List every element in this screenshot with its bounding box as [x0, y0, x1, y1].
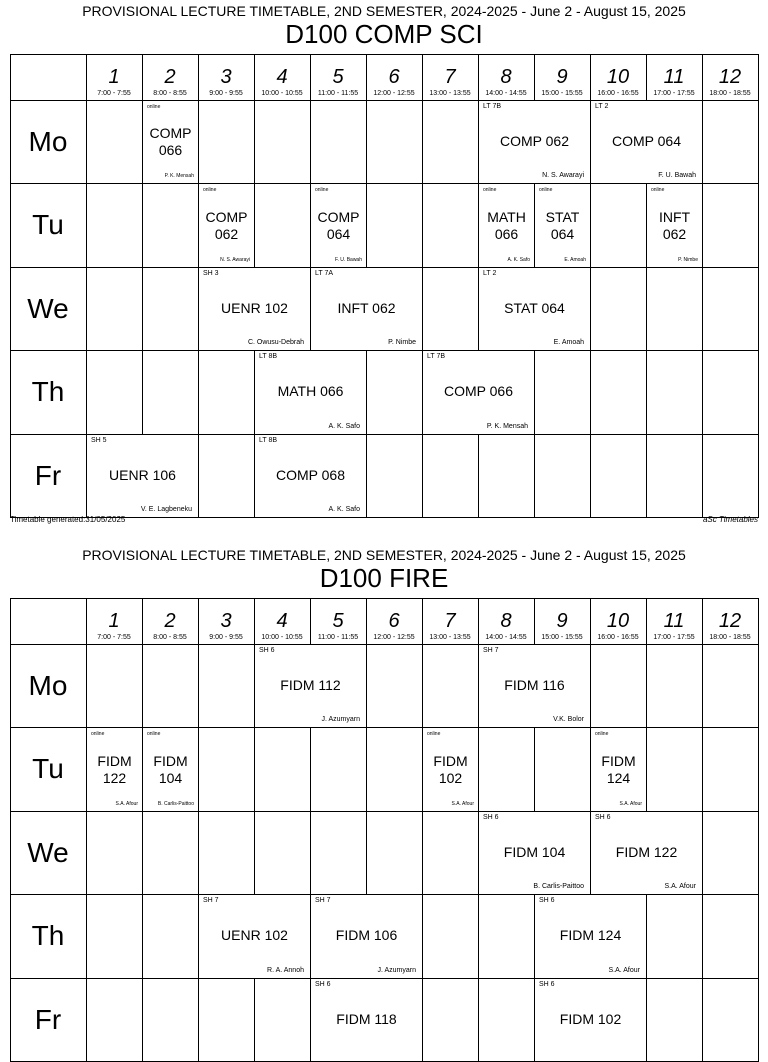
lesson-card[interactable] [591, 812, 702, 894]
lesson-teacher: P. K. Mensah [164, 173, 194, 180]
lesson-teacher: E. Amoah [564, 256, 586, 263]
day-label: Tu [32, 209, 64, 241]
period-time: 11:00 - 11:55 [317, 90, 359, 97]
lesson-room: LT 7B [427, 353, 446, 361]
timetable-grid [0, 54, 768, 517]
lesson-room: SH 7 [315, 897, 331, 905]
lesson-border [702, 184, 703, 266]
period-number: 1 [108, 66, 120, 88]
grid-line [198, 598, 199, 1061]
lesson-card[interactable] [143, 728, 198, 810]
period-number: 3 [220, 66, 232, 88]
lesson-teacher: P. K. Mensah [486, 422, 528, 430]
lesson-teacher: S.A. Afour [664, 883, 696, 891]
lesson-room: SH 6 [539, 980, 555, 988]
lesson-teacher: F. U. Bawah [335, 256, 362, 263]
period-number: 9 [556, 66, 568, 88]
lesson-teacher: A. K. Safo [507, 256, 530, 263]
period-number: 3 [220, 610, 232, 632]
lesson-teacher: B. Carlis-Paittoo [533, 883, 584, 891]
lesson-card[interactable] [591, 101, 702, 183]
period-number: 2 [164, 610, 176, 632]
period-time: 17:00 - 17:55 [653, 90, 695, 97]
lesson-teacher: A. K. Safo [328, 505, 360, 513]
lesson-teacher: F. U. Bawah [658, 172, 696, 180]
lesson-card[interactable] [87, 435, 198, 517]
lesson-subject: FIDM 102 [433, 752, 468, 786]
lesson-border [646, 979, 647, 1061]
lesson-card[interactable] [199, 184, 254, 266]
timetable-grid [0, 598, 768, 1061]
period-time: 13:00 - 13:55 [429, 634, 471, 641]
lesson-room: LT 7A [315, 269, 334, 277]
lesson-card[interactable] [87, 728, 142, 810]
period-number: 4 [276, 610, 288, 632]
period-time: 14:00 - 14:55 [485, 90, 527, 97]
lesson-teacher: P. Nimbe [678, 256, 698, 263]
lesson-card[interactable] [311, 979, 422, 1061]
lesson-teacher: C. Owusu-Debrah [247, 339, 304, 347]
grid-line [758, 54, 759, 517]
lesson-teacher: V.K. Bolor [553, 716, 584, 724]
lesson-room: online [427, 731, 441, 738]
lesson-teacher: B. Carlis-Paittoo [157, 800, 194, 807]
lesson-card[interactable] [479, 812, 590, 894]
day-label: Th [31, 920, 65, 952]
lesson-subject: INFT 062 [658, 208, 691, 242]
lesson-room: LT 8B [259, 353, 278, 361]
lesson-subject: MATH 066 [277, 383, 344, 400]
lesson-room: SH 7 [203, 897, 219, 905]
lesson-teacher: J. Azumyarn [321, 716, 360, 724]
period-time: 15:00 - 15:55 [541, 90, 583, 97]
period-time: 8:00 - 8:55 [153, 634, 187, 641]
lesson-room: SH 6 [259, 647, 275, 654]
period-number: 12 [718, 610, 742, 632]
period-number: 7 [444, 66, 456, 88]
lesson-room: LT 2 [483, 269, 497, 277]
lesson-subject: UENR 102 [221, 299, 288, 316]
period-time: 10:00 - 10:55 [261, 634, 303, 641]
lesson-subject: INFT 062 [337, 299, 396, 316]
lesson-teacher: S.A. Afour [115, 800, 138, 807]
lesson-teacher: P. Nimbe [388, 339, 416, 347]
lesson-card[interactable] [311, 184, 366, 266]
lesson-border [534, 351, 535, 433]
lesson-subject: FIDM 102 [559, 1010, 622, 1027]
lesson-room: LT 8B [259, 436, 278, 444]
day-label: We [27, 292, 69, 324]
lesson-border [478, 728, 479, 810]
lesson-subject: FIDM 106 [335, 927, 398, 944]
period-time: 12:00 - 12:55 [373, 90, 415, 97]
grid-line [758, 598, 759, 1061]
lesson-subject: FIDM 122 [97, 752, 132, 786]
lesson-room: SH 3 [203, 269, 219, 277]
period-number: 2 [164, 66, 176, 88]
lesson-card[interactable] [199, 268, 310, 350]
lesson-room: online [91, 731, 105, 738]
day-label: Fr [34, 1003, 62, 1035]
lesson-subject: COMP 062 [205, 208, 248, 242]
lesson-border [702, 101, 703, 183]
lesson-subject: FIDM 124 [601, 752, 636, 786]
lesson-subject: FIDM 116 [504, 677, 565, 694]
lesson-card[interactable] [423, 351, 534, 433]
lesson-subject: UENR 102 [221, 927, 288, 944]
period-number: 10 [606, 66, 630, 88]
lesson-teacher: J. Azumyarn [377, 966, 416, 974]
lesson-subject: COMP 066 [149, 125, 192, 159]
lesson-subject: FIDM 104 [153, 752, 188, 786]
lesson-card[interactable] [255, 351, 366, 433]
day-label: Fr [34, 459, 62, 491]
period-time: 7:00 - 7:55 [97, 634, 131, 641]
period-time: 17:00 - 17:55 [653, 634, 695, 641]
lesson-teacher: A. K. Safo [328, 422, 360, 430]
period-time: 9:00 - 9:55 [209, 634, 243, 641]
lesson-border [366, 435, 367, 517]
lesson-room: online [147, 104, 161, 110]
period-number: 8 [500, 66, 512, 88]
lesson-subject: STAT 064 [545, 208, 580, 242]
lesson-card[interactable] [535, 895, 646, 977]
lesson-room: LT 7B [483, 103, 502, 110]
lesson-card[interactable] [199, 895, 310, 977]
day-label: We [27, 836, 69, 868]
timetable-title: D100 COMP SCI [285, 19, 483, 49]
lesson-card[interactable] [311, 895, 422, 977]
lesson-teacher: V. E. Lagbeneku [140, 505, 192, 513]
lesson-subject: FIDM 104 [503, 843, 566, 860]
period-number: 7 [444, 610, 456, 632]
lesson-room: online [147, 731, 161, 738]
lesson-subject: COMP 064 [612, 133, 681, 150]
lesson-border [702, 812, 703, 894]
lesson-card[interactable] [591, 728, 646, 810]
lesson-border [366, 351, 367, 433]
period-time: 12:00 - 12:55 [373, 634, 415, 641]
lesson-teacher: N. S. Awarayi [220, 256, 250, 263]
lesson-card[interactable] [479, 101, 590, 183]
lesson-border [366, 184, 367, 266]
lesson-room: online [595, 731, 609, 738]
software-credit: aSc Timetables [702, 515, 758, 524]
period-time: 16:00 - 16:55 [597, 634, 639, 641]
lesson-card[interactable] [647, 184, 702, 266]
lesson-subject: FIDM 112 [280, 677, 341, 694]
lesson-room: SH 6 [483, 813, 499, 821]
lesson-card[interactable] [535, 184, 590, 266]
period-number: 11 [663, 610, 685, 632]
lesson-border [254, 184, 255, 266]
period-time: 14:00 - 14:55 [485, 634, 527, 641]
period-time: 10:00 - 10:55 [261, 90, 303, 97]
lesson-room: online [203, 187, 217, 194]
timetable-fire [0, 544, 768, 1035]
grid-line [142, 598, 143, 1061]
period-time: 9:00 - 9:55 [209, 90, 243, 97]
lesson-room: LT 2 [595, 103, 609, 110]
lesson-card[interactable] [255, 645, 366, 727]
lesson-teacher: S.A. Afour [451, 800, 474, 807]
lesson-subject: UENR 106 [109, 466, 176, 483]
lesson-room: SH 5 [91, 436, 107, 444]
period-number: 5 [332, 66, 344, 88]
period-number: 11 [663, 66, 685, 88]
lesson-border [590, 645, 591, 727]
lesson-subject: FIDM 118 [336, 1010, 397, 1027]
lesson-subject: COMP 064 [317, 208, 360, 242]
day-label: Tu [32, 753, 64, 785]
lesson-border [590, 184, 591, 266]
period-number: 1 [108, 610, 120, 632]
lesson-room: SH 7 [483, 647, 499, 654]
period-number: 12 [718, 66, 742, 88]
lesson-border [366, 645, 367, 727]
lesson-teacher: E. Amoah [553, 339, 584, 347]
period-time: 7:00 - 7:55 [97, 90, 131, 97]
lesson-border [646, 895, 647, 977]
lesson-border [422, 895, 423, 977]
grid-line [86, 598, 87, 1061]
lesson-card[interactable] [143, 101, 198, 183]
lesson-border [422, 979, 423, 1061]
timetable-generated-note: Timetable generated:31/05/2025 [10, 515, 126, 524]
period-number: 8 [500, 610, 512, 632]
lesson-room: online [651, 187, 665, 194]
lesson-card[interactable] [479, 645, 590, 727]
period-number: 6 [388, 610, 400, 632]
lesson-card[interactable] [255, 435, 366, 517]
period-number: 9 [556, 610, 568, 632]
lesson-card[interactable] [479, 184, 534, 266]
timetable-supertitle: PROVISIONAL LECTURE TIMETABLE, 2ND SEMESTER, 2024-2025 - June 2 - August 15, 2025 [82, 547, 686, 563]
lesson-teacher: R. A. Annoh [267, 966, 304, 974]
lesson-teacher: S.A. Afour [619, 800, 642, 807]
period-number: 4 [276, 66, 288, 88]
period-time: 18:00 - 18:55 [709, 90, 751, 97]
period-number: 10 [606, 610, 630, 632]
lesson-card[interactable] [535, 979, 646, 1061]
timetable-supertitle: PROVISIONAL LECTURE TIMETABLE, 2ND SEMESTER, 2024-2025 - June 2 - August 15, 2025 [82, 3, 686, 19]
lesson-border [590, 268, 591, 350]
period-time: 13:00 - 13:55 [429, 90, 471, 97]
lesson-card[interactable] [479, 268, 590, 350]
lesson-teacher: S.A. Afour [608, 966, 640, 974]
lesson-subject: MATH 066 [487, 208, 526, 242]
lesson-border [646, 728, 647, 810]
period-time: 11:00 - 11:55 [317, 634, 359, 641]
lesson-card[interactable] [311, 268, 422, 350]
lesson-teacher: N. S. Awarayi [542, 172, 584, 180]
day-label: Th [31, 376, 65, 408]
lesson-subject: COMP 066 [444, 383, 513, 400]
lesson-border [198, 101, 199, 183]
period-time: 18:00 - 18:55 [709, 634, 751, 641]
period-time: 16:00 - 16:55 [597, 90, 639, 97]
period-number: 5 [332, 610, 344, 632]
lesson-room: online [483, 187, 497, 194]
lesson-room: online [315, 187, 329, 194]
timetable-title: D100 FIRE [319, 563, 449, 593]
lesson-room: online [539, 187, 553, 194]
day-label: Mo [28, 126, 68, 157]
period-time: 8:00 - 8:55 [153, 90, 187, 97]
lesson-border [198, 435, 199, 517]
lesson-subject: COMP 068 [276, 466, 345, 483]
lesson-room: SH 6 [595, 813, 611, 821]
day-label: Mo [28, 670, 68, 701]
timetable-comp-sci [0, 0, 768, 530]
lesson-subject: COMP 062 [500, 133, 569, 150]
lesson-border [198, 728, 199, 810]
lesson-border [422, 268, 423, 350]
lesson-room: SH 6 [315, 980, 331, 988]
lesson-subject: FIDM 124 [559, 927, 622, 944]
lesson-card[interactable] [423, 728, 478, 810]
period-number: 6 [388, 66, 400, 88]
lesson-subject: FIDM 122 [615, 843, 678, 860]
lesson-room: SH 6 [539, 897, 555, 905]
lesson-subject: STAT 064 [504, 299, 565, 316]
period-time: 15:00 - 15:55 [541, 634, 583, 641]
